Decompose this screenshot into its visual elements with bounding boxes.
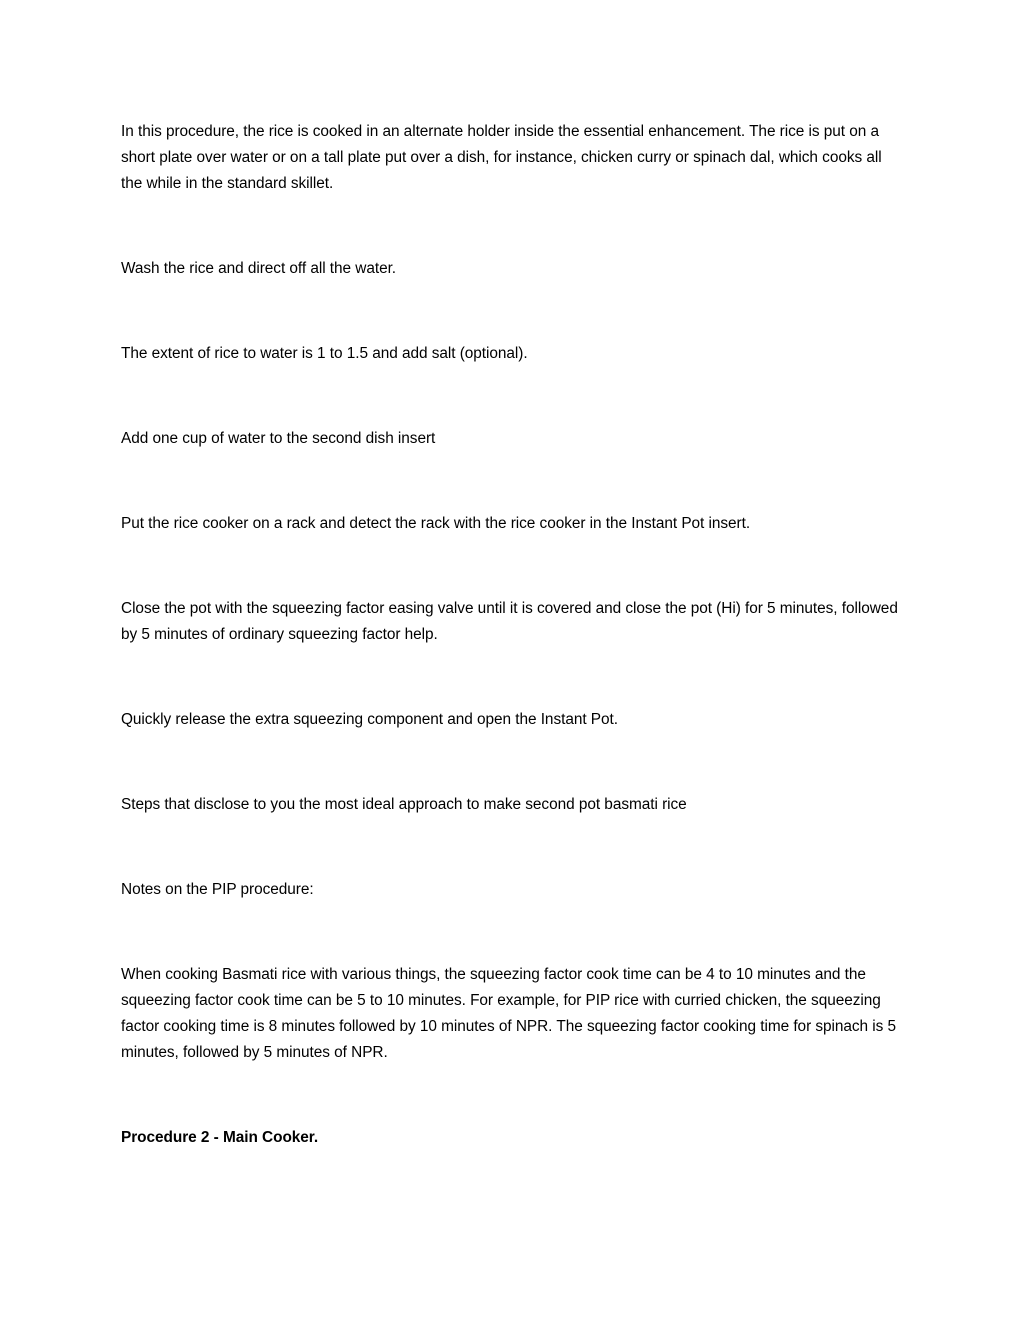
paragraph-rack: Put the rice cooker on a rack and detect the rack with the rice cooker in the Instant Pot insert. bbox=[121, 515, 751, 532]
section-heading: Procedure 2 - Main Cooker. bbox=[121, 1129, 319, 1146]
paragraph-wash-rice: Wash the rice and direct off all the water. bbox=[121, 260, 397, 277]
paragraph-cooking-times: When cooking Basmati rice with various things, the squeezing factor cook time can be 4 to 10 minutes and the squeezing factor cook time can be 5 to 10 minutes. For example, for PIP rice with curried chicken, the squeezing factor cooking time is 8 minutes followed by 10 minutes of NPR. The squeezing factor cooking time for spinach is 5 minutes, followed by 5 minutes of NPR. bbox=[121, 966, 897, 1061]
paragraph-notes-title: Notes on the PIP procedure: bbox=[121, 881, 314, 898]
paragraph-release: Quickly release the extra squeezing component and open the Instant Pot. bbox=[121, 711, 618, 728]
paragraph-intro: In this procedure, the rice is cooked in an alternate holder inside the essential enhancement. The rice is put on a short plate over water or on a tall plate put over a dish, for instance, chicken curry or spinach dal, which cooks all the while in the standard skillet. bbox=[121, 123, 882, 192]
paragraph-ratio: The extent of rice to water is 1 to 1.5 and add salt (optional). bbox=[121, 345, 528, 362]
paragraph-steps: Steps that disclose to you the most ideal approach to make second pot basmati rice bbox=[121, 796, 687, 813]
paragraph-close-pot: Close the pot with the squeezing factor easing valve until it is covered and close the pot (Hi) for 5 minutes, followed by 5 minutes of ordinary squeezing factor help. bbox=[121, 600, 898, 643]
paragraph-add-water: Add one cup of water to the second dish insert bbox=[121, 430, 436, 447]
